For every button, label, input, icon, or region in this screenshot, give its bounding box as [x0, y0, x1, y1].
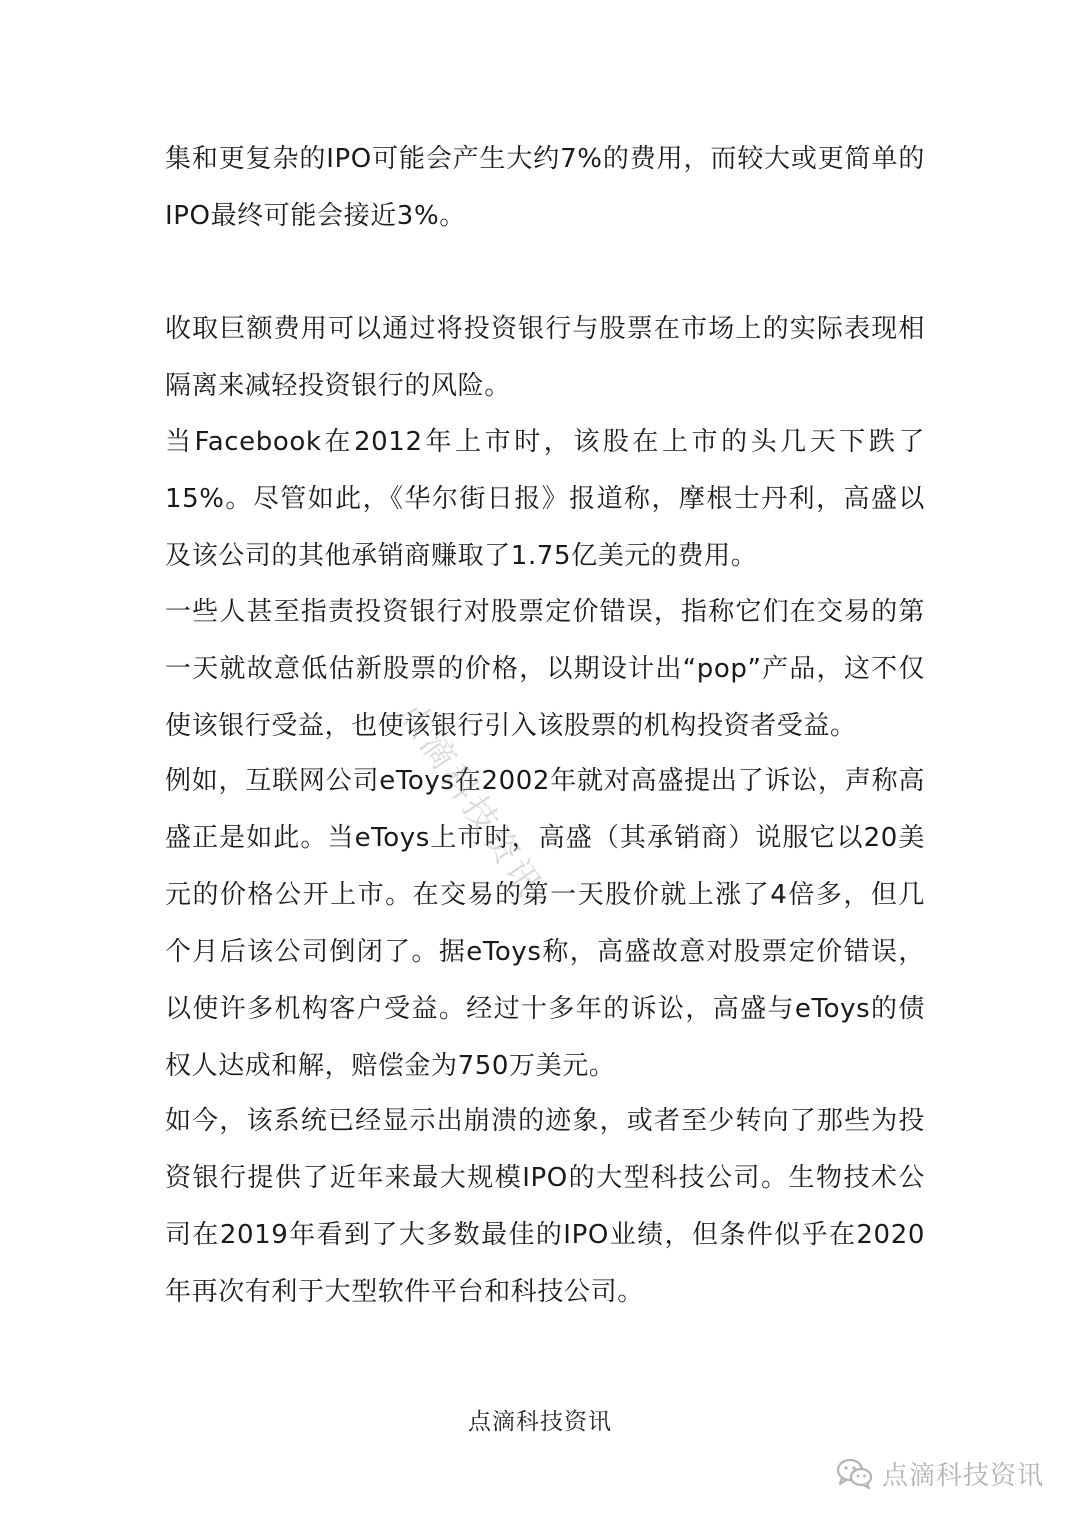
paragraph: 集和更复杂的IPO可能会产生大约7%的费用，而较大或更简单的IPO最终可能会接近3%。 [165, 144, 925, 231]
paragraph: 收取巨额费用可以通过将投资银行与股票在市场上的实际表现相隔离来减轻投资银行的风险。 [165, 314, 925, 401]
wechat-icon [836, 1458, 874, 1490]
wechat-brand-tag [836, 1455, 1044, 1492]
watermark: 点滴科技资讯 [390, 694, 551, 906]
paragraph: 例如，互联网公司eToys在2002年就对高盛提出了诉讼，声称高盛正是如此。当eToys上市时，高盛（其承销商）说服它以20美元的价格公开上市。在交易的第一天股价就上涨了4倍多，但几个月后该公司倒闭了。据eToys称，高盛故意对股票定价错误，以使许多机构客户受益。经过十多年的诉讼，高盛与eToys的债权人达成和解，赔偿金为750万美元。 [165, 766, 925, 1081]
paragraph: 当Facebook在2012年上市时，该股在上市的头几天下跌了15%。尽管如此，《华尔街日报》报道称，摩根士丹利，高盛以及该公司的其他承销商赚取了1.75亿美元的费用。 [165, 427, 925, 571]
paragraph: 一些人甚至指责投资银行对股票定价错误，指称它们在交易的第一天就故意低估新股票的价格，以期设计出“pop”产品，这不仅使该银行受益，也使该银行引入该股票的机构投资者受益。 [165, 597, 925, 741]
paragraph: 如今，该系统已经显示出崩溃的迹象，或者至少转向了那些为投资银行提供了近年来最大规模IPO的大型科技公司。生物技术公司在2019年看到了大多数最佳的IPO业绩，但条件似乎在2020年再次有利于大型软件平台和科技公司。 [165, 1106, 925, 1307]
footer-title: 点滴科技资讯 [468, 1409, 612, 1435]
brand-label: 点滴科技资讯 [881, 1461, 1044, 1491]
